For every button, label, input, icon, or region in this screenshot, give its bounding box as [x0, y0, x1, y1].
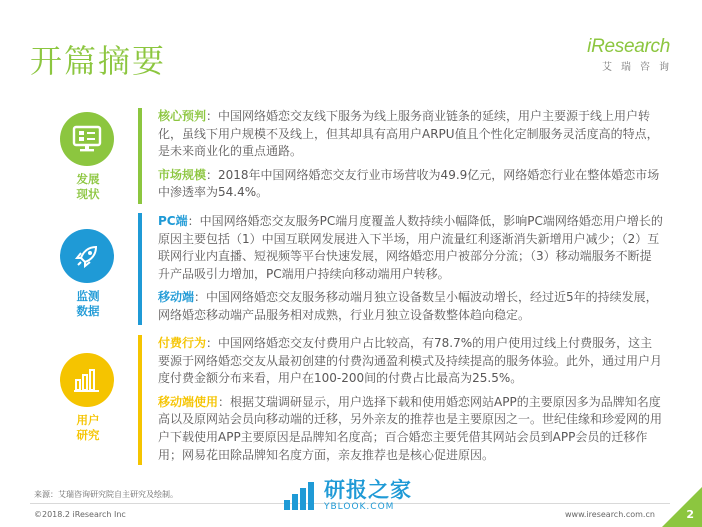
- watermark-text: [324, 478, 412, 512]
- page-title: 开篇摘要: [30, 42, 167, 80]
- section-text: [158, 335, 663, 470]
- paragraph-text: ：中国网络婚恋交友付费用户占比较高，有78.7%的用户使用过线上付费服务，这主要源于网络婚恋交友从最初创建的付费沟通盈利模式及持续提高的服务体验。此外，通过用户月度付费金额分布来看，用户在100-200间的付费占比最高为25.5%。: [158, 336, 663, 386]
- section-label-line: 研究: [76, 428, 100, 442]
- brand-logo: [587, 36, 678, 73]
- section-text: [158, 213, 663, 331]
- corner-decoration: [662, 487, 702, 527]
- paragraph: [158, 394, 663, 464]
- monitor-icon: [60, 112, 114, 166]
- page-number: 2: [686, 508, 694, 521]
- keyword: 核心预判: [158, 109, 207, 123]
- section-label-line: 现状: [76, 187, 100, 201]
- section-bar: [138, 108, 142, 204]
- watermark: [282, 478, 412, 512]
- section-label-line: 数据: [76, 304, 100, 318]
- section-label-line: 监测: [76, 289, 100, 303]
- footer-url: www.iresearch.com.cn: [565, 510, 655, 519]
- copyright: ©2018.2 iResearch Inc: [34, 510, 126, 519]
- section-bar: [138, 213, 142, 325]
- watermark-cn: 研报之家: [324, 478, 412, 502]
- section-icon-column: [60, 353, 116, 443]
- section-label-line: 用户: [76, 413, 100, 427]
- section-text: [158, 108, 663, 208]
- section-label: [60, 413, 116, 443]
- paragraph-text: ：中国网络婚恋交友线下服务为线上服务商业链条的延续，用户主要源于线上用户转化，虽线下用户规模不及线上，但其却具有高用户ARPU值且个性化定制服务灵活度高的特点，是未来商业化的重点通路。: [158, 109, 659, 159]
- keyword: 付费行为: [158, 336, 207, 350]
- chart-icon: [60, 353, 114, 407]
- paragraph: [158, 167, 663, 202]
- brand-cn-text: 艾瑞咨询: [602, 62, 678, 73]
- keyword: 市场规模: [158, 167, 207, 182]
- section-icon-column: [60, 229, 116, 319]
- bar-chart-logo-icon: [282, 478, 318, 512]
- paragraph-text: ：根据艾瑞调研显示，用户选择下载和使用婚恋网站APP的主要原因多为品牌知名度高以及原网站会员向移动端的迁移，另外亲友的推荐也是主要原因之一。世纪佳缘和珍爱网的用户下载使用APP主要原因是品牌知名度高；百合婚恋主要凭借其网站会员到APP会员的迁移作用；网易花田除品牌知名度方面，亲友推荐也是核心促进原因。: [158, 394, 663, 462]
- keyword: PC端: [158, 214, 188, 228]
- section-icon-column: [60, 112, 116, 202]
- section-bar: [138, 335, 142, 465]
- paragraph-text: ：中国网络婚恋交友服务PC端月度覆盖人数持续小幅降低，影响PC端网络婚恋用户增长的原因主要包括（1）中国互联网发展进入下半场，用户流量红利逐渐消失新增用户减少；（2）互联网行业内直播、短视频等平台快速发展，网络婚恋用户被部分分流；（3）移动端服务不断提升产品吸引力增加，PC端用户持续向移动端用户转移。: [158, 214, 663, 281]
- brand-logo-text: iResearch: [587, 36, 670, 57]
- paragraph-text: ：中国网络婚恋交友服务移动端月独立设备数呈小幅波动增长，经过近5年的持续发展，网络婚恋移动端产品服务相对成熟，行业月独立设备数整体趋向稳定。: [158, 290, 658, 322]
- section-label: [60, 289, 116, 319]
- rocket-icon: [60, 229, 114, 283]
- watermark-en: YBLOOK.COM: [324, 502, 395, 512]
- paragraph: [158, 335, 663, 388]
- paragraph: [158, 213, 663, 283]
- paragraph: [158, 289, 663, 324]
- paragraph: [158, 108, 663, 161]
- keyword: 移动端使用: [158, 394, 219, 409]
- keyword: 移动端: [158, 290, 195, 305]
- section-label: [60, 172, 116, 202]
- paragraph-text: ：2018年中国网络婚恋交友行业市场营收为49.9亿元，网络婚恋行业在整体婚恋市场中渗透率为54.4%。: [158, 167, 660, 200]
- source-note: 来源：艾瑞咨询研究院自主研究及绘制。: [34, 490, 178, 499]
- section-label-line: 发展: [76, 172, 100, 186]
